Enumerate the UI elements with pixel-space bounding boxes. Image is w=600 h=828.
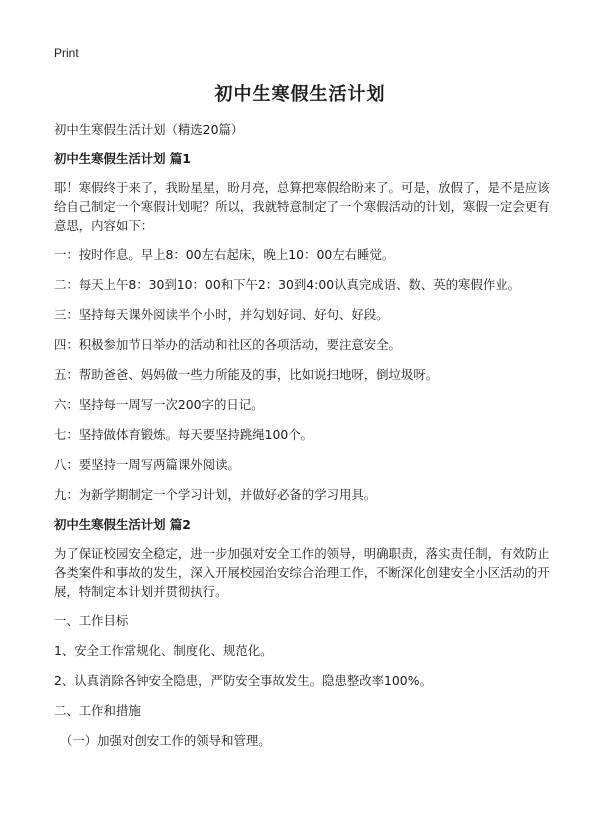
section-2-heading: 初中生寒假生活计划 篇2 [54, 517, 191, 532]
plan-item-3: 三：坚持每天课外阅读半个小时，并勾划好词、好句、好段。 [54, 307, 389, 322]
plan-item-4: 四：积极参加节日举办的活动和社区的各项活动，要注意安全。 [54, 337, 401, 352]
plan-item-7: 七：坚持做体育锻炼。每天要坚持跳绳100个。 [54, 427, 314, 442]
document-body [54, 120, 554, 761]
page-title: 初中生寒假生活计划 [214, 84, 386, 105]
section-2-item-5: （一）加强对创安工作的领导和管理。 [60, 733, 271, 748]
section-1-heading: 初中生寒假生活计划 篇1 [54, 151, 191, 166]
print-link[interactable]: Print [54, 46, 79, 60]
plan-item-1: 一：按时作息。早上8：00左右起床，晚上10：00左右睡觉。 [54, 247, 395, 262]
plan-item-5: 五：帮助爸爸、妈妈做一些力所能及的事，比如说扫地呀，倒垃圾呀。 [54, 367, 439, 382]
section-2-item-1: 一、工作目标 [54, 613, 129, 628]
plan-item-6: 六：坚持每一周写一次200字的日记。 [54, 397, 264, 412]
section-2-item-2: 1、安全工作常规化、制度化、规范化。 [54, 643, 273, 658]
document-subtitle: 初中生寒假生活计划（精选20篇） [54, 122, 244, 137]
plan-item-2: 二：每天上午8：30到10：00和下午2：30到4:00认真完成语、数、英的寒假作业。 [54, 277, 520, 292]
section-2-item-3: 2、认真消除各钟安全隐患，严防安全事故发生。隐患整改率100%。 [54, 673, 432, 688]
section-2-intro: 为了保证校园安全稳定，进一步加强对安全工作的领导，明确职责，落实责任制，有效防止各类案件和事故的发生，深入开展校园治安综合治理工作，不断深化创建安全小区活动的开展，特制定本计划并贯彻执行。 [54, 546, 550, 599]
plan-item-8: 八：要坚持一周写两篇课外阅读。 [54, 457, 240, 472]
section-1-intro: 耶！寒假终于来了，我盼星星，盼月亮，总算把寒假给盼来了。可是，放假了，是不是应该给自己制定一个寒假计划呢？所以，我就特意制定了一个寒假活动的计划，寒假一定会更有意思，内容如下： [54, 180, 550, 233]
section-2-item-4: 二、工作和措施 [54, 703, 141, 718]
plan-item-9: 九：为新学期制定一个学习计划，并做好必备的学习用具。 [54, 487, 377, 502]
